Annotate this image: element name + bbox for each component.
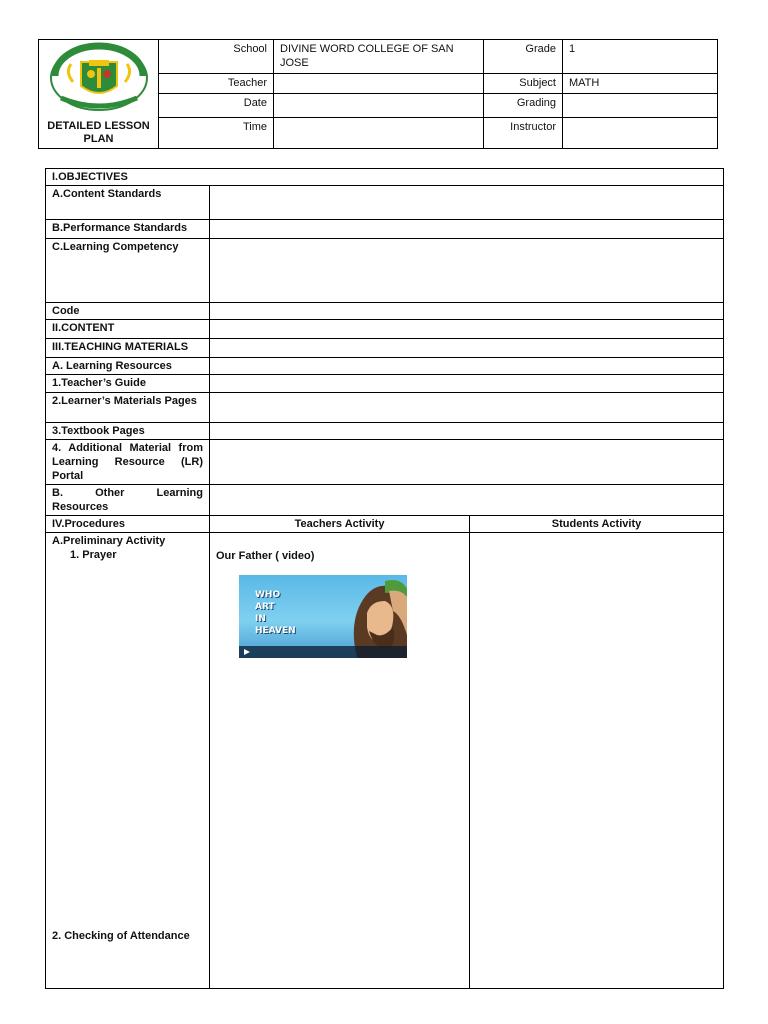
teacher-value[interactable] [274, 73, 484, 93]
other-resources-label: B. Other Learning Resources [46, 485, 210, 516]
teachers-guide-field[interactable] [210, 375, 724, 393]
learning-competency-field[interactable] [210, 239, 724, 303]
students-activity-header: Students Activity [470, 516, 724, 533]
preliminary-activity-label: A.Preliminary Activity [52, 535, 166, 547]
other-resources-field[interactable] [210, 485, 724, 516]
textbook-pages-field[interactable] [210, 423, 724, 440]
section-content: II.CONTENT [46, 320, 210, 339]
additional-material-label: 4. Additional Material from Learning Resource (LR) Portal [46, 440, 210, 485]
school-label: School [159, 40, 274, 74]
section-objectives: I.OBJECTIVES [46, 169, 724, 186]
prayer-activity-text: Our Father ( video) [216, 550, 315, 562]
section-teaching-materials: III.TEACHING MATERIALS [46, 339, 210, 358]
time-label: Time [159, 118, 274, 149]
instructor-label: Instructor [484, 118, 563, 149]
learning-resources-field[interactable] [210, 358, 724, 375]
subject-label: Subject [484, 73, 563, 93]
learners-materials-field[interactable] [210, 393, 724, 423]
teachers-activity-cell[interactable] [210, 533, 470, 989]
performance-standards-field[interactable] [210, 220, 724, 239]
students-activity-cell[interactable] [470, 533, 724, 989]
grading-value[interactable] [563, 93, 718, 117]
date-label: Date [159, 93, 274, 117]
checking-attendance-label: 2. Checking of Attendance [52, 930, 190, 942]
textbook-pages-label: 3.Textbook Pages [46, 423, 210, 440]
code-field[interactable] [210, 303, 724, 320]
prayer-label: 1. Prayer [70, 549, 117, 561]
logo-cell [39, 40, 159, 149]
prayer-video-thumbnail[interactable] [239, 575, 407, 658]
date-value[interactable] [274, 93, 484, 117]
play-icon[interactable] [244, 649, 250, 655]
additional-material-field[interactable] [210, 440, 724, 485]
grade-value[interactable]: 1 [563, 40, 718, 74]
subject-value[interactable]: MATH [563, 73, 718, 93]
learning-competency-label: C.Learning Competency [46, 239, 210, 303]
school-seal-logo [47, 42, 151, 112]
lesson-plan-table [45, 168, 724, 989]
header-table [38, 39, 718, 149]
code-label: Code [46, 303, 210, 320]
school-value[interactable]: DIVINE WORD COLLEGE OF SAN JOSE [274, 40, 484, 74]
teachers-activity-header: Teachers Activity [210, 516, 470, 533]
learning-resources-label: A. Learning Resources [46, 358, 210, 375]
video-caption: WHO ART IN HEAVEN [255, 590, 296, 636]
teaching-materials-field[interactable] [210, 339, 724, 358]
preliminary-activity-cell [46, 533, 210, 989]
teacher-label: Teacher [159, 73, 274, 93]
time-value[interactable] [274, 118, 484, 149]
learners-materials-label: 2.Learner’s Materials Pages [46, 393, 210, 423]
plan-title: DETAILED LESSON PLAN [47, 120, 150, 145]
content-standards-field[interactable] [210, 186, 724, 220]
teachers-guide-label: 1.Teacher’s Guide [46, 375, 210, 393]
instructor-value[interactable] [563, 118, 718, 149]
grading-label: Grading [484, 93, 563, 117]
grade-label: Grade [484, 40, 563, 74]
content-standards-label: A.Content Standards [46, 186, 210, 220]
video-control-bar[interactable] [239, 646, 407, 658]
content-field[interactable] [210, 320, 724, 339]
performance-standards-label: B.Performance Standards [46, 220, 210, 239]
section-procedures: IV.Procedures [46, 516, 210, 533]
